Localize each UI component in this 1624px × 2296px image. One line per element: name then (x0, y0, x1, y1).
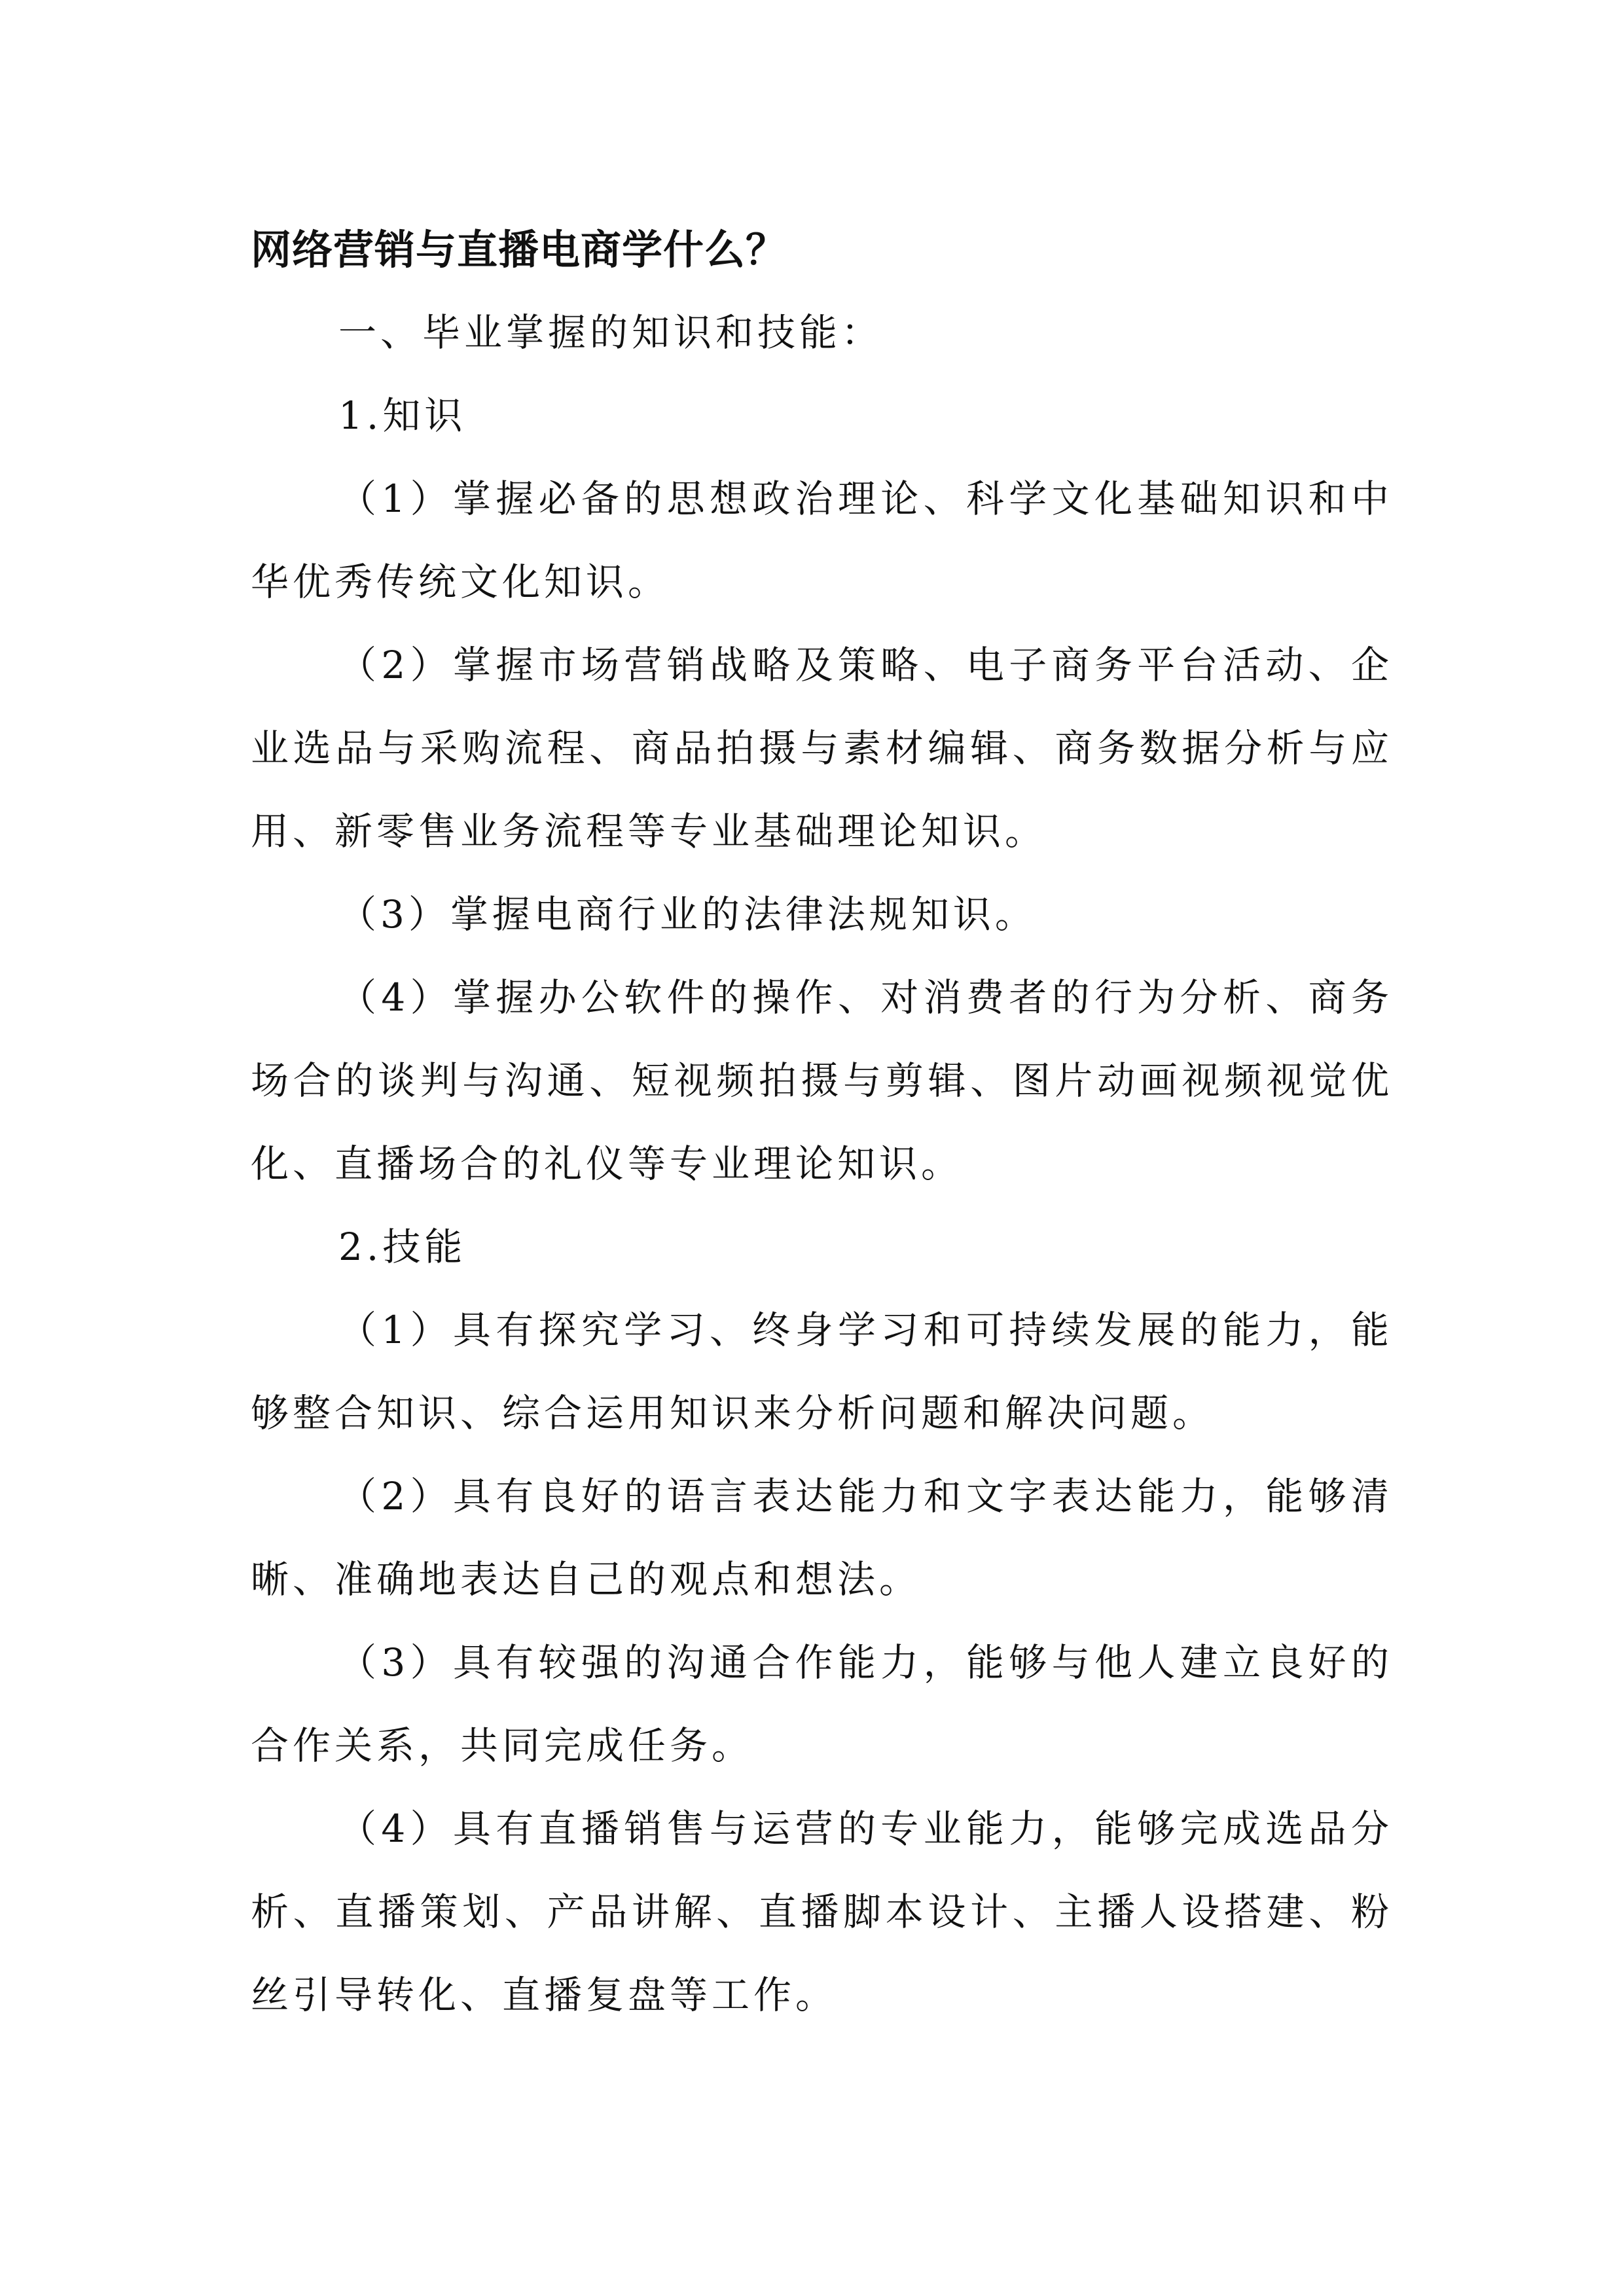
skill-item-3: （3）具有较强的沟通合作能力，能够与他人建立良好的合作关系，共同完成任务。 (251, 1640, 1393, 1768)
knowledge-item-1: （1）掌握必备的思想政治理论、科学文化基础知识和中华优秀传统文化知识。 (251, 476, 1393, 604)
document-body (251, 208, 1393, 2037)
knowledge-item-3: （3）掌握电商行业的法律法规知识。 (338, 892, 1037, 937)
skill-item-4: （4）具有直播销售与运营的专业能力，能够完成选品分析、直播策划、产品讲解、直播脚本设计、主播人设搭建、粉丝引导转化、直播复盘等工作。 (251, 1806, 1393, 2017)
section-heading: 一、毕业掌握的知识和技能： (338, 310, 884, 355)
subsection-heading-knowledge: 1.知识 (338, 393, 467, 438)
skill-item-1: （1）具有探究学习、终身学习和可持续发展的能力，能够整合知识、综合运用知识来分析问题和解决问题。 (251, 1308, 1393, 1435)
skill-item-2: （2）具有良好的语言表达能力和文字表达能力，能够清晰、准确地表达自己的观点和想法。 (251, 1474, 1393, 1602)
document-title: 网络营销与直播电商学什么？ (251, 226, 787, 274)
knowledge-item-4: （4）掌握办公软件的操作、对消费者的行为分析、商务场合的谈判与沟通、短视频拍摄与剪辑、图片动画视频视觉优化、直播场合的礼仪等专业理论知识。 (251, 975, 1393, 1186)
knowledge-item-2: （2）掌握市场营销战略及策略、电子商务平台活动、企业选品与采购流程、商品拍摄与素材编辑、商务数据分析与应用、新零售业务流程等专业基础理论知识。 (251, 643, 1393, 853)
subsection-heading-skills: 2.技能 (338, 1225, 467, 1269)
